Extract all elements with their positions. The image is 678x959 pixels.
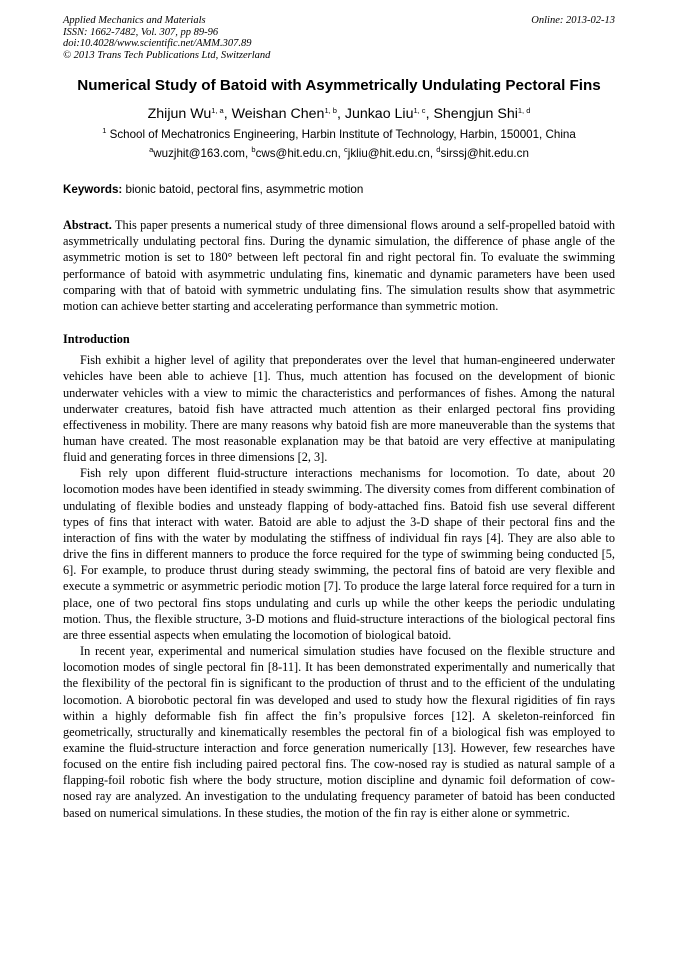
author-list: Zhijun Wu$^{1, a}$, Weishan Chen$^{1, b}$, Junkao Liu$^{1, c}$, Shengjun Shi$^{1, d}$ xyxy=(147,106,531,122)
affiliation-mark: 1 xyxy=(102,126,107,135)
email-address[interactable]: sirssj@hit.edu.cn xyxy=(440,147,529,160)
email-mark: a xyxy=(149,145,154,154)
doi-line: doi:10.4028/www.scientific.net/AMM.307.89 xyxy=(63,38,252,49)
intro-paragraph-3: In recent year, experimental and numerical simulation studies have focused on the flexible structure and locomotion modes of single pectoral fin [8-11]. It has been demonstrated experimentally and numerically that the flexibility of the pectoral fin is significant to the production of thrust and to the efficient of the undulating locomotion. A biorobotic pectoral fin was developed and used to study how the flexural rigidities of fin rays within a highly deformable fish fin affect the fin’s propulsive forces [12]. A skeleton-reinforced fin geometrically, structurally and kinematically resembles the pectoral fin of a biological fish was employed to examine the fluid-structure interaction and force generation numerically [13]. However, few researches have focused on the entire fish including paired pectoral fins. The cow-nosed ray is studied as natural sample of a flapping-foil robotic fish where the body structure, motion discipline and dynamic foil deformation of cow-nosed ray are analyzed. An investigation to the undulating frequency parameter of batoid has been conducted based on numerical simulations. In these studies, the motion of the fin ray is either alone or symmetric. xyxy=(63,644,615,820)
author-affil-mark: 1, c xyxy=(413,106,426,115)
paper-page xyxy=(63,15,615,821)
author-affil-mark: 1, b xyxy=(324,106,337,115)
journal-name: Applied Mechanics and Materials xyxy=(63,15,206,26)
online-date: Online: 2013-02-13 xyxy=(531,15,615,26)
author-affil-mark: 1, d xyxy=(517,106,531,115)
abstract-label: Abstract. xyxy=(63,218,112,232)
issn-line: ISSN: 1662-7482, Vol. 307, pp 89-96 xyxy=(63,26,219,38)
keywords xyxy=(63,183,615,197)
author-name: Zhijun Wu xyxy=(147,106,212,122)
email-mark: c xyxy=(344,145,348,154)
paper-title: Numerical Study of Batoid with Asymmetrically Undulating Pectoral Fins xyxy=(77,77,601,94)
affiliation-text: School of Mechatronics Engineering, Harbin Institute of Technology, Harbin, 150001, China xyxy=(109,128,576,141)
abstract xyxy=(63,217,615,314)
email-address[interactable]: cws@hit.edu.cn xyxy=(255,147,338,160)
email-mark: b xyxy=(251,145,256,154)
abstract-text: This paper presents a numerical study of three dimensional flows around a self-propelled batoid with asymmetrically undulating pectoral fins. During the dynamic simulation, the difference of phase angle of the asymmetric motion is set to 180° between left pectoral fin and right pectoral fin. To evaluate the swimming performance of batoid with asymmetric undulating fins, kinematic and dynamic parameters have been used comparing with that of batoid with symmetric undulating fins. The simulation results show that asymmetric motion can achieve better starting and accelerating performance than symmetric motion. xyxy=(63,218,615,314)
intro-paragraph-2: Fish rely upon different fluid-structure interactions mechanisms for locomotion. To date, about 20 locomotion modes have been identified in steady swimming. The diversity comes from different combination of undulating of flexible bodies and unsteady flapping of body-attached fins. Batoid fish use several different types of fins that interact with water. Batoid are able to adjust the 3-D shape of their pectoral fins and the interaction of fins with the water by modulating the stiffness of individual fin rays [4]. They are also able to drive the fins in different manners to produce the force required for the type of swimming being conducted [5, 6]. For example, to produce thrust during steady swimming, the pectoral fins of batoid are very flexible and execute a symmetric or asymmetric periodic motion [7]. To produce the large lateral force required for a turn in place, one of two pectoral fins stops undulating and curls up while the other keeps the periodic undulating motion. Thus, the flexible structure, 3-D motions and fluid-structure interactions of the biological pectoral fins are three essential aspects when emulating the locomotion of biological batoid. xyxy=(63,466,615,642)
email-address[interactable]: wuzjhit@163.com xyxy=(153,147,245,160)
email-mark: d xyxy=(436,145,441,154)
email-list: $^a$wuzjhit@163.com, $^b$cws@hit.edu.cn, $^c$jkliu@hit.edu.cn, $^d$sirssj@hit.edu.cn xyxy=(149,145,529,160)
copyright-line: © 2013 Trans Tech Publications Ltd, Switzerland xyxy=(63,49,271,61)
keywords-label: Keywords: xyxy=(63,183,123,196)
author-affil-mark: 1, a xyxy=(211,106,224,115)
author-name: Weishan Chen xyxy=(231,106,325,122)
journal-header xyxy=(63,15,615,61)
keywords-text: bionic batoid, pectoral fins, asymmetric motion xyxy=(125,183,364,196)
intro-paragraph-1: Fish exhibit a higher level of agility that preponderates over the level that human-engineered underwater vehicles have been able to achieve [1]. Thus, much attention has focused on the development of bionic underwater vehicles with a view to mimic the characteristics and performances of fishes. Among the natural underwater creatures, batoid fish have attracted much attention as their enlarged pectoral fins providing effectiveness in mobility. There are many reasons why batoid fish are more maneuverable than the systems that human have created. The most reasonable explanation may be that batoid are very effective at manipulating fluid and generating forces in three dimensions [2, 3]. xyxy=(63,353,615,465)
affiliation xyxy=(63,128,615,142)
author-name: Shengjun Shi xyxy=(433,106,518,122)
section-heading-introduction: Introduction xyxy=(63,332,130,347)
email-address[interactable]: jkliu@hit.edu.cn xyxy=(347,147,430,160)
author-name: Junkao Liu xyxy=(344,106,414,122)
